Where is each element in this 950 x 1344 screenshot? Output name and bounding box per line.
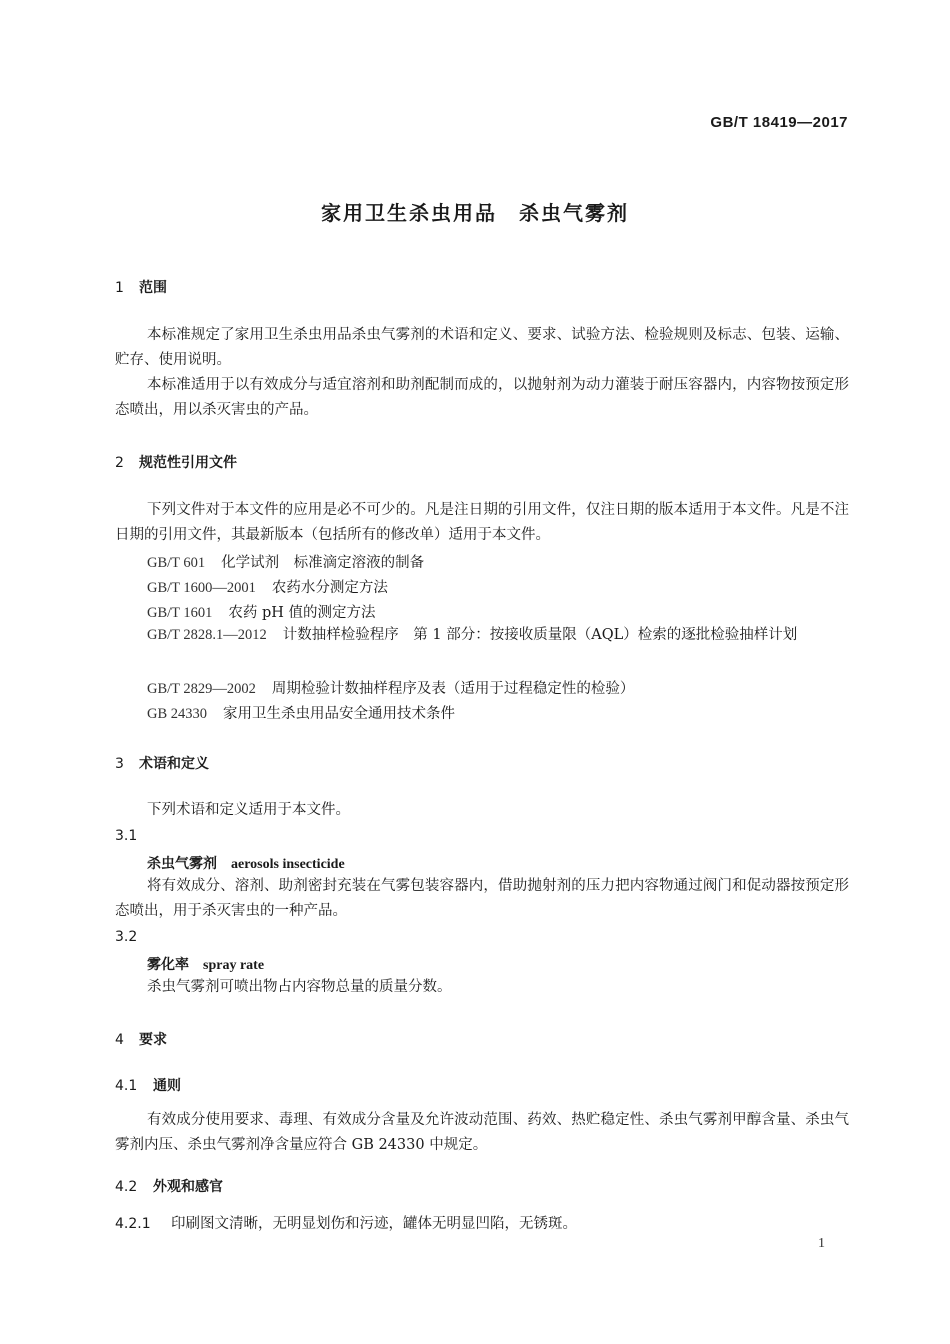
clause-number: 4.2.1 — [115, 1216, 151, 1232]
section-number: 1 — [115, 280, 124, 296]
section-title: 术语和定义 — [139, 756, 209, 772]
subsection-number: 4.2 — [115, 1179, 138, 1195]
section-title: 范围 — [139, 280, 167, 296]
reference-item — [147, 677, 634, 698]
reference-code: GB/T 2828.1—2012 — [147, 627, 267, 643]
reference-code: GB/T 1601 — [147, 605, 213, 621]
page-number: 1 — [818, 1236, 825, 1251]
section-1-heading — [115, 277, 167, 297]
section-number: 3 — [115, 756, 124, 772]
term-chinese: 雾化率 — [147, 957, 189, 973]
section-4-heading — [115, 1029, 167, 1049]
subsection-4-2-heading — [115, 1176, 223, 1196]
reference-item — [147, 576, 388, 597]
document-title: 家用卫生杀虫用品 杀虫气雾剂 — [321, 201, 629, 225]
reference-title: 农药水分测定方法 — [271, 580, 388, 596]
section-2-paragraph-1: 下列文件对于本文件的应用是必不可少的。凡是注日期的引用文件，仅注日期的版本适用于本文件。凡是不注日期的引用文件，其最新版本（包括所有的修改单）适用于本文件。 — [115, 502, 849, 543]
section-title: 要求 — [139, 1032, 167, 1048]
section-title: 规范性引用文件 — [139, 455, 237, 471]
subsection-title: 外观和感官 — [153, 1179, 223, 1195]
term-heading — [147, 853, 345, 873]
section-1-paragraph-2: 本标准适用于以有效成分与适宜溶剂和助剂配制而成的，以抛射剂为动力灌装于耐压容器内，内容物按预定形态喷出，用以杀灭害虫的产品。 — [115, 377, 849, 418]
reference-item — [147, 702, 455, 723]
reference-title: 计数抽样检验程序 第 1 部分：按接收质量限（AQL）检索的逐批检验抽样计划 — [282, 627, 798, 643]
section-number: 4 — [115, 1032, 124, 1048]
section-1-paragraph-1: 本标准规定了家用卫生杀虫用品杀虫气雾剂的术语和定义、要求、试验方法、检验规则及标志、包装、运输、贮存、使用说明。 — [115, 327, 849, 368]
reference-code: GB 24330 — [147, 706, 208, 722]
term-english: aerosols insecticide — [231, 857, 345, 872]
reference-code: GB/T 601 — [147, 555, 206, 571]
clause-text: 印刷图文清晰，无明显划伤和污迹，罐体无明显凹陷，无锈斑。 — [171, 1216, 577, 1232]
section-3-heading — [115, 753, 209, 773]
clause-4-2-1 — [115, 1212, 577, 1233]
term-heading — [147, 954, 264, 974]
reference-code: GB/T 2829—2002 — [147, 681, 256, 697]
term-definition: 将有效成分、溶剂、助剂密封充装在气雾包装容器内，借助抛射剂的压力把内容物通过阀门和促动器按预定形态喷出，用于杀灭害虫的一种产品。 — [115, 878, 849, 919]
section-3-paragraph-1: 下列术语和定义适用于本文件。 — [147, 802, 350, 818]
term-chinese: 杀虫气雾剂 — [147, 856, 217, 872]
subsection-4-1-heading — [115, 1075, 181, 1095]
subsection-number: 4.1 — [115, 1078, 138, 1094]
term-number: 3.2 — [115, 929, 138, 945]
reference-title: 化学试剂 标准滴定溶液的制备 — [221, 555, 425, 571]
standard-number: GB/T 18419—2017 — [710, 114, 848, 131]
term-english: spray rate — [203, 958, 265, 973]
reference-item — [147, 601, 376, 622]
section-number: 2 — [115, 455, 124, 471]
reference-title: 周期检验计数抽样程序及表（适用于过程稳定性的检验） — [271, 681, 635, 697]
reference-item — [147, 551, 424, 572]
reference-title: 家用卫生杀虫用品安全通用技术条件 — [223, 706, 456, 722]
section-2-heading — [115, 452, 237, 472]
subsection-4-1-paragraph: 有效成分使用要求、毒理、有效成分含量及允许波动范围、药效、热贮稳定性、杀虫气雾剂甲醇含量、杀虫气雾剂内压、杀虫气雾剂净含量应符合 GB 24330 中规定。 — [115, 1112, 849, 1153]
reference-code: GB/T 1600—2001 — [147, 580, 256, 596]
reference-item — [115, 623, 849, 648]
term-number: 3.1 — [115, 828, 138, 844]
reference-title: 农药 pH 值的测定方法 — [228, 605, 376, 621]
term-definition: 杀虫气雾剂可喷出物占内容物总量的质量分数。 — [147, 979, 452, 995]
subsection-title: 通则 — [153, 1078, 181, 1094]
